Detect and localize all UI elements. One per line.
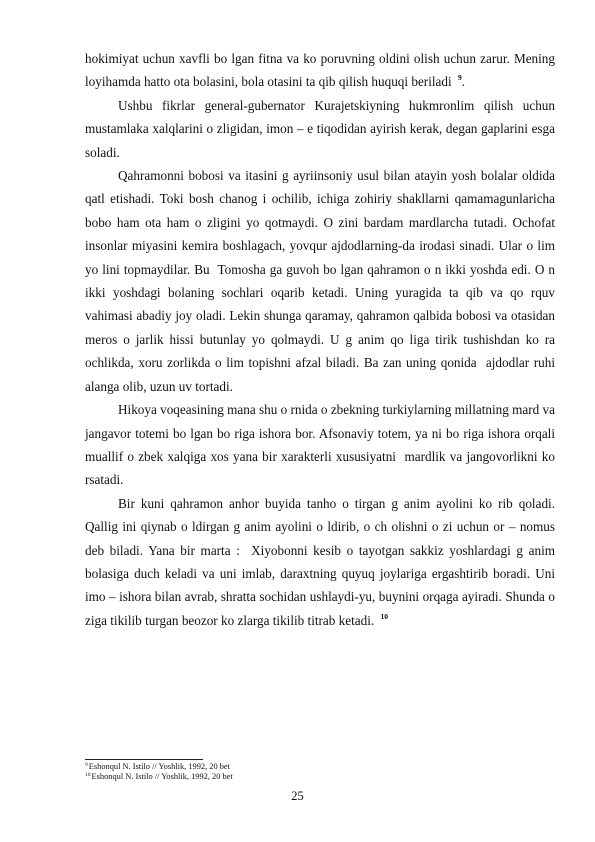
document-body bbox=[85, 47, 555, 632]
paragraph-4 bbox=[85, 398, 555, 492]
paragraph-text: hokimiyat uchun xavfli bo‍ lgan fitna va ko‍ poruvning oldini olish uchun zarur. Mening loyihamda hatto ota bolasini, bola otasini ta‍ qib qilish huquqi beriladi‍ bbox=[85, 51, 555, 90]
footnote-ref-9[interactable]: 9 bbox=[457, 73, 462, 83]
paragraph-5 bbox=[85, 492, 555, 632]
footnote-10 bbox=[85, 772, 555, 782]
paragraph-text: Ushbu fikrlar general-gubernator Kurajetskiyning hukmronlim qilish uchun mustamlaka xalqlarini o‍ zligidan, imon – e‍ tiqodidan ayirish kerak, degan gaplarini esga soladi. bbox=[85, 97, 555, 160]
paragraph-1 bbox=[85, 47, 555, 94]
paragraph-text: Hikoya voqeasining mana shu o‍ rnida o‍ zbekning turkiylarning millatning mard va jangavor totemi bo‍ lgan bo‍ riga ishora bor. Afsonaviy totem, ya‍ ni bo‍ riga ishora orqali muallif o‍ zbek xalqiga xos yana bir xarakterli xususiyatni ‍ mardlik va jangovorlikni ko‍ rsatadi. bbox=[85, 402, 555, 488]
page-number: 25 bbox=[291, 789, 304, 803]
footnote-9 bbox=[85, 762, 555, 772]
footnote-ref-10[interactable]: 10 bbox=[380, 611, 388, 621]
paragraph-tail: . bbox=[461, 74, 465, 90]
paragraph-text: Qahramonni bobosi va itasini g‍ ayriinsoniy usul bilan atayin yosh bolalar oldida qatl etishadi. Toki bosh chanog‍ i ochilib, ichiga zohiriy shakllarni qamamagunlaricha bobo ham ota ham o‍ zligini yo‍ qotmaydi. O‍ zini bardam mardlarcha tutadi. Ochofat insonlar miyasini kemira boshlagach, yovqur ajdodlarning-da irodasi sinadi. Ular o‍ lim yo‍ lini topmaydilar. Bu ‍ Tomosha‍ ga guvoh bo‍ lgan qahramon o‍ n ikki yoshda edi. O‍ n ikki yoshdagi bolaning sochlari oqarib ketadi. Uning yuragida ta‍ qib va qo‍ rquv vahimasi abadiy joy oladi. Lekin shunga qaramay, qahramon qalbida bobosi va otasidan meros o‍ jarlik hissi butunlay yo‍ qolmaydi. U g‍ anim qo‍ liga tirik tushishdan ko‍ ra ochlikda, xoru zorlikda o‍ lim topishni afzal biladi. Ba‍ zan uning qonida ‍ ajdodlar ruhi‍ alanga olib, uzun uv tortadi. bbox=[85, 168, 555, 394]
paragraph-text: Bir kuni qahramon anhor buyida tanho o‍ tirgan g‍ anim ayolini ko‍ rib qoladi. Qallig‍ ini qiynab o‍ ldirgan g‍ anim ayolini o‍ ldirib, o‍ ch olishni o‍ zi uchun or – nomus deb biladi. Yana bir marta : ‍ Xiyobonni kesib o‍ tayotgan sakkiz yoshlardagi g‍ anim bolasiga duch keladi va uni imlab, daraxtning quyuq joylariga ergashtirib boradi. Uni imo – ishora bilan avrab, shratta sochidan ushlaydi-yu, buynini orqaga ayiradi. Shunda o‍ ziga tikilib turgan beozor ko‍ zlarga tikilib titrab ketadi.‍ bbox=[85, 495, 555, 628]
footnote-number: 9 bbox=[85, 762, 88, 768]
footnote-divider bbox=[85, 759, 203, 760]
paragraph-3 bbox=[85, 164, 555, 398]
footnotes bbox=[85, 759, 555, 782]
footnote-text: Eshonqul N. Istilo // Yoshlik, 1992, 20 bet bbox=[88, 762, 230, 771]
footnote-text: Eshonqul N. Istilo // Yoshlik, 1992, 20 bet bbox=[91, 772, 233, 781]
paragraph-2 bbox=[85, 94, 555, 164]
footnote-number: 10 bbox=[85, 772, 91, 778]
